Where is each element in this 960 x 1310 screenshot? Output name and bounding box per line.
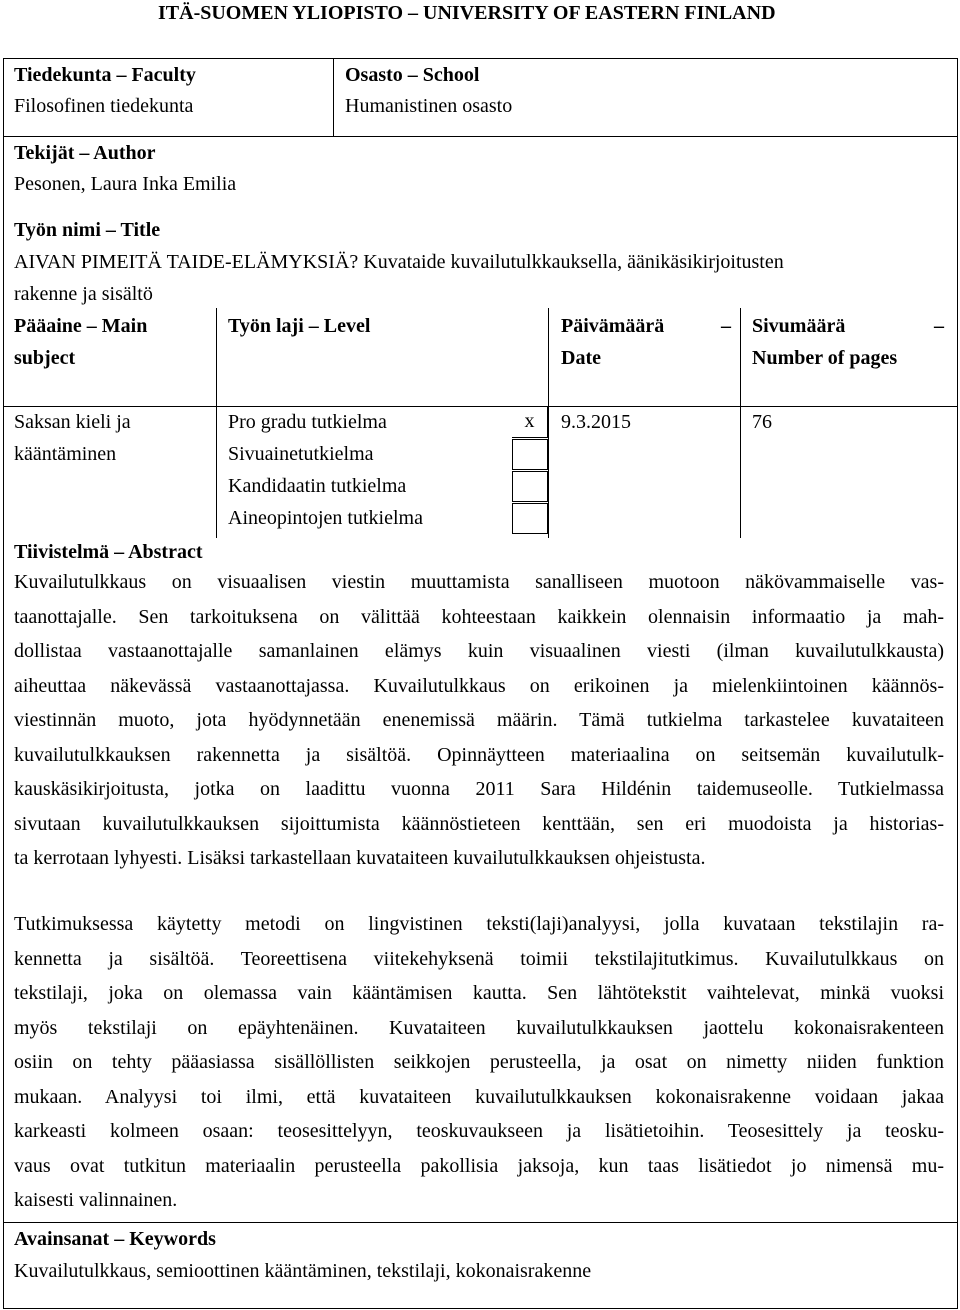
- date-divider: [548, 308, 549, 538]
- abstract-line: viestinnän muoto, jota hyödynnetään enenemissä määrin. Tämä tutkielma tarkastelee kuvataiteen: [14, 709, 944, 731]
- abstract-line: kauskäsikirjoitusta, jotka on laadittu vuonna 2011 Sara Hildénin taidemuseolle. Tutkielmassa: [14, 778, 944, 800]
- pages-value: 76: [752, 411, 772, 433]
- title-label: Työn nimi – Title: [14, 219, 161, 241]
- abstract-line: aiheuttaa näkevässä vastaanottajassa. Kuvailutulkkaus on erikoinen ja mielenkiintoinen käännös-: [14, 674, 944, 697]
- level-checkbox: [512, 439, 548, 470]
- level-option-label: Pro gradu tutkielma: [228, 411, 387, 433]
- author-value: Pesonen, Laura Inka Emilia: [14, 173, 237, 195]
- table-bottom-border: [3, 1308, 958, 1309]
- subject-value-line-1: Saksan kieli ja: [14, 411, 131, 433]
- table-right-border: [957, 58, 958, 1309]
- level-option-label: Sivuainetutkielma: [228, 443, 374, 465]
- keywords-border: [3, 1222, 958, 1223]
- subject-value-line-2: kääntäminen: [14, 443, 117, 465]
- abstract-line: Tutkimuksessa käytetty metodi on lingvistinen teksti(laji)analyysi, jolla kuvataan tekstilajin ra-: [14, 913, 944, 935]
- date-value: 9.3.2015: [561, 411, 631, 433]
- faculty-divider: [333, 58, 334, 137]
- abstract-line: karkeasti kolmeen osaan: teosesittelyyn, teoskuvaukseen ja lisätietoihin. Teosesittely ja teosku-: [14, 1120, 944, 1142]
- abstract-line: vaus ovat tutkitun materiaalin perusteella pakollisia jaksoja, kun taas lisätiedot jo nimensä mu-: [14, 1154, 944, 1177]
- abstract-line: kuvailutulkkauksen rakennetta ja sisältöä. Opinnäytteen materiaalina on seitsemän kuvailutulk-: [14, 743, 944, 766]
- abstract-line: mukaan. Analyysi toi ilmi, että kuvataiteen kuvailutulkkauksen kokonaisrakenne voidaan jakaa: [14, 1085, 944, 1108]
- abstract-line: ta kerrotaan lyhyesti. Lisäksi tarkastellaan kuvataiteen kuvailutulkkauksen ohjeistusta.: [14, 847, 706, 869]
- heading-row-border: [3, 406, 958, 407]
- abstract-line: kennetta ja sisältöä. Teoreettisena viitekehyksenä toimii tekstilajitutkimus. Kuvailutulkkaus on: [14, 947, 944, 970]
- university-header: ITÄ-SUOMEN YLIOPISTO – UNIVERSITY OF EASTERN FINLAND: [158, 2, 776, 24]
- pages-label-line-2: Number of pages: [752, 347, 898, 369]
- level-checkbox: [512, 471, 548, 502]
- abstract-line: Kuvailutulkkaus on visuaalisen viestin muuttamista sanalliseen muotoon näkövammaiselle vas-: [14, 571, 944, 593]
- pages-divider: [740, 308, 741, 538]
- level-option-label: Aineopintojen tutkielma: [228, 507, 423, 529]
- abstract-line: myös tekstilaji on epäyhtenäinen. Kuvataiteen kuvailutulkkauksen jaottelu kokonaisrakenteen: [14, 1016, 944, 1039]
- table-top-border: [3, 58, 958, 59]
- abstract-line: kaisesti valinnainen.: [14, 1189, 178, 1211]
- keywords-value: Kuvailutulkkaus, semioottinen kääntäminen, tekstilaji, kokonaisrakenne: [14, 1260, 592, 1282]
- abstract-paragraph-2: [14, 907, 944, 1218]
- pages-label-line-1: Sivumäärä –: [752, 315, 944, 337]
- abstract-line: taanottajalle. Sen tarkoituksena on välittää kohteestaan kaikkein olennaisin informaatio ja mah-: [14, 605, 944, 628]
- level-label: Työn laji – Level: [228, 315, 371, 337]
- title-line-1: AIVAN PIMEITÄ TAIDE-ELÄMYKSIÄ? Kuvataide kuvailutulkkauksella, äänikäsikirjoitusten: [14, 251, 784, 273]
- keywords-label: Avainsanat – Keywords: [14, 1228, 216, 1250]
- school-value: Humanistinen osasto: [345, 95, 513, 117]
- subject-label-line-1: Pääaine – Main: [14, 315, 148, 337]
- table-left-border: [3, 58, 4, 1309]
- faculty-row-border: [3, 136, 958, 137]
- abstract-label: Tiivistelmä – Abstract: [14, 541, 203, 563]
- date-label-line-1: Päivämäärä –: [561, 315, 731, 337]
- level-checkbox: [512, 503, 548, 534]
- subject-label-line-2: subject: [14, 347, 76, 369]
- faculty-value: Filosofinen tiedekunta: [14, 95, 194, 117]
- abstract-line: tekstilaji, joka on olemassa vain kääntämisen kautta. Sen lähtötekstit vaihtelevat, minkä vuoksi: [14, 982, 944, 1004]
- school-label: Osasto – School: [345, 64, 480, 86]
- subject-divider: [216, 308, 217, 538]
- date-label-line-2: Date: [561, 347, 601, 369]
- faculty-label: Tiedekunta – Faculty: [14, 64, 196, 86]
- title-line-2: rakenne ja sisältö: [14, 283, 153, 305]
- level-option-label: Kandidaatin tutkielma: [228, 475, 407, 497]
- level-checkbox: x: [512, 407, 548, 438]
- abstract-line: osiin on tehty pääasiassa sisällöllisten seikkojen perusteella, ja osat on nimetty niiden funktion: [14, 1051, 944, 1073]
- abstract-line: dollistaa vastaanottajalle samanlainen elämys kuin visuaalinen viesti (ilman kuvailutulkkausta): [14, 640, 944, 662]
- abstract-line: sivutaan kuvailutulkkauksen sijoittumista käännöstieteen kenttään, sen eri muodoista ja historias-: [14, 812, 944, 835]
- abstract-paragraph-1: [14, 565, 944, 876]
- author-label: Tekijät – Author: [14, 142, 156, 164]
